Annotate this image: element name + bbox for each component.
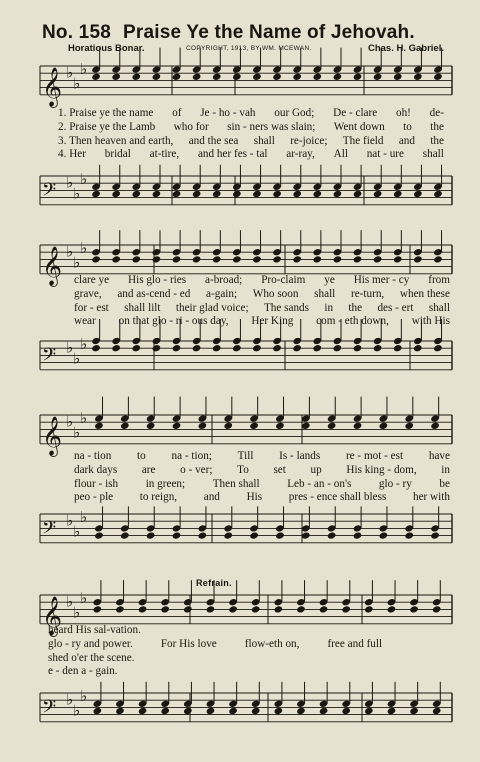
lyricist-credit: Horatious Bonar. [68,43,145,54]
notehead [319,605,329,613]
notehead [333,190,343,198]
lyric-syllable: Pro-claim [261,274,306,286]
notehead [413,190,423,198]
lyric-line [58,121,444,135]
notehead [131,190,141,198]
notehead [373,73,383,81]
lyric-line [74,302,450,316]
lyric-syllable: from [428,274,450,286]
lyric-syllable: and the sea [188,134,239,147]
lyric-syllable: with His [411,315,450,328]
copyright-notice: COPYRIGHT, 1913, BY WM. MCEWAN. [186,45,312,52]
notehead [232,73,242,81]
flat-icon: ♭ [80,409,88,427]
lyric-syllable: on that glo - ri - ous day, [118,315,229,328]
flat-icon: ♭ [73,74,81,93]
notehead [172,344,182,352]
lyric-line [74,274,450,288]
lyric-syllable: their glad voice; [175,301,249,314]
lyric-syllable: when these [399,287,450,300]
lyric-line [74,491,450,505]
lyric-syllable: are [141,463,156,476]
notehead [138,605,148,613]
flat-icon: ♭ [73,253,81,272]
flat-icon: ♭ [66,511,74,530]
lyric-syllable: a-broad; [205,274,243,286]
bass-clef-icon: 𝄢 [42,517,57,543]
notehead [152,344,162,352]
lyric-syllable: free and full [327,637,383,650]
lyric-syllable: shall [314,287,336,300]
notehead [272,190,282,198]
notehead [206,707,216,715]
lyric-syllable: shall [253,134,275,147]
treble-clef-icon: 𝄞 [42,66,63,107]
lyric-syllable: grave, [74,287,102,300]
bass-clef-icon: 𝄢 [42,179,57,205]
lyric-syllable: Je - ho - vah [200,107,256,119]
notehead [433,255,443,263]
notehead [94,531,104,539]
lyric-syllable: The field [342,134,384,147]
notehead [223,422,233,430]
notehead [413,255,423,263]
notehead [272,255,282,263]
lyric-syllable: and as-cend - ed [117,287,191,300]
notehead [327,422,337,430]
lyric-syllable: 2. Praise ye the Lamb [58,120,156,133]
lyric-line [48,624,444,638]
lyric-line [48,652,444,666]
flat-icon: ♭ [66,690,74,709]
notehead [432,707,442,715]
lyric-syllable: shall [422,148,444,161]
notehead [152,255,162,263]
notehead [152,73,162,81]
lyric-syllable: Her King [251,315,294,328]
notehead [212,73,222,81]
notehead [413,344,423,352]
notehead [353,190,363,198]
notehead [192,190,202,198]
notehead [274,707,284,715]
notehead [91,73,101,81]
lyric-syllable: 3. Then heaven and earth, [58,134,174,147]
notehead [223,531,233,539]
lyric-syllable: His glo - ries [128,274,187,286]
lyric-syllable: ye [324,274,335,286]
lyric-syllable: His mer - cy [353,274,410,286]
notehead [172,531,182,539]
notehead [192,344,202,352]
composer-credit: Chas. H. Gabriel. [367,43,444,54]
notehead [292,255,302,263]
lyric-syllable: the [430,134,444,147]
notehead [353,344,363,352]
lyric-syllable: Till [237,450,254,462]
notehead [292,344,302,352]
notehead [319,707,329,715]
notehead [379,422,389,430]
flat-icon: ♭ [73,603,81,622]
notehead [160,707,170,715]
notehead [111,73,121,81]
notehead [312,255,322,263]
flat-icon: ♭ [80,589,88,607]
lyric-syllable: and [203,491,220,504]
notehead [138,707,148,715]
notehead [387,605,397,613]
lyric-syllable: for - est [74,301,109,314]
notehead [409,707,419,715]
notehead [160,605,170,613]
notehead [232,344,242,352]
lyric-line [48,665,444,679]
lyric-syllable: her with [412,491,450,504]
notehead [393,255,403,263]
notehead [432,605,442,613]
notehead [172,255,182,263]
lyric-syllable: 1. Praise ye the name [58,107,154,119]
notehead [91,190,101,198]
notehead [192,73,202,81]
lyric-syllable: and her fes - tal [197,148,268,161]
notehead [232,190,242,198]
flat-icon: ♭ [66,242,74,261]
notehead [183,707,193,715]
lyric-line [58,107,444,121]
notehead [93,605,103,613]
flat-icon: ♭ [80,170,88,188]
notehead [212,255,222,263]
lyric-syllable: peo - ple [74,491,114,504]
notehead [94,422,104,430]
lyric-syllable: For His love [160,637,217,650]
lyric-syllable: Then shall [212,477,260,490]
notehead [393,190,403,198]
lyric-syllable: heard His sal-vation. [48,624,141,636]
notehead [131,73,141,81]
notehead [172,422,182,430]
lyric-syllable: at-tire, [149,148,180,161]
lyric-syllable: sin - ners was slain; [227,120,316,133]
lyric-syllable: na - tion; [171,450,212,462]
notehead [353,73,363,81]
notehead [275,531,285,539]
notehead [353,255,363,263]
lyric-syllable: set [273,463,286,476]
lyric-syllable: a-gain; [206,287,238,300]
notehead [252,255,262,263]
hymn-number: No. 158 [42,22,111,43]
lyric-syllable: His [246,491,263,504]
notehead [387,707,397,715]
flat-icon: ♭ [66,338,74,357]
notehead [433,344,443,352]
flat-icon: ♭ [73,349,81,368]
refrain-label: Refrain. [196,578,232,588]
notehead [252,344,262,352]
notehead [404,531,414,539]
lyric-line [74,288,450,302]
notehead [312,73,322,81]
lyric-syllable: de- [429,107,444,119]
notehead [327,531,337,539]
notehead [373,255,383,263]
lyric-syllable: flow-eth on, [244,637,300,650]
notehead [379,531,389,539]
lyric-syllable: re-turn, [350,287,385,300]
notehead [274,605,284,613]
lyric-syllable: ar-ray, [286,148,315,161]
notehead [296,605,306,613]
lyric-syllable: re-joice; [290,134,328,147]
lyric-syllable: of [172,107,182,119]
flat-icon: ♭ [73,184,81,203]
notehead [353,531,363,539]
lyric-syllable: 4. Her [58,148,86,161]
lyric-syllable: The sands [263,301,309,314]
lyric-syllable: Went down [333,120,385,133]
notehead [296,707,306,715]
treble-clef-icon: 𝄞 [42,415,63,456]
lyric-syllable: His king - dom, [346,463,417,476]
lyric-syllable: the [348,301,363,314]
notehead [252,73,262,81]
lyric-syllable: Is - lands [279,450,321,462]
notehead [212,344,222,352]
lyric-line [74,315,450,329]
notehead [228,605,238,613]
lyric-syllable: re - mot - est [345,450,404,462]
notehead [232,255,242,263]
notehead [115,605,125,613]
flat-icon: ♭ [66,173,74,192]
notehead [206,605,216,613]
lyric-syllable: shed o'er the scene. [48,651,135,664]
notehead [115,707,125,715]
notehead [172,73,182,81]
notehead [393,73,403,81]
lyric-syllable: pres - ence shall bless [288,491,387,504]
lyric-syllable: shall lilt [124,301,161,314]
notehead [120,531,130,539]
notehead [272,73,282,81]
notehead [111,344,121,352]
notehead [292,73,302,81]
notehead [333,73,343,81]
lyric-line [48,638,444,652]
notehead [364,707,374,715]
notehead [341,707,351,715]
lyric-syllable: De - clare [333,107,378,119]
lyric-syllable: in [324,301,334,314]
lyric-syllable: glo - ry [378,477,412,490]
lyric-syllable: the [430,120,444,133]
notehead [409,605,419,613]
flat-icon: ♭ [80,508,88,526]
lyric-syllable: be [439,477,450,490]
notehead [292,190,302,198]
notehead [228,707,238,715]
flat-icon: ♭ [80,60,88,78]
notehead [192,255,202,263]
notehead [146,422,156,430]
flat-icon: ♭ [66,592,74,611]
lyric-line [74,478,450,492]
notehead [111,190,121,198]
notehead [212,190,222,198]
lyric-line [74,450,450,464]
lyric-syllable: to reign, [139,491,178,504]
flat-icon: ♭ [73,522,81,541]
lyric-syllable: have [428,450,450,462]
notehead [120,422,130,430]
flat-icon: ♭ [66,63,74,82]
lyric-syllable: com - eth down, [316,315,389,328]
lyric-syllable: up [310,463,322,476]
notehead [312,344,322,352]
notehead [131,255,141,263]
lyric-syllable: clare ye [74,274,110,286]
notehead [393,344,403,352]
lyric-syllable: All [333,148,348,161]
lyric-syllable: na - tion [74,450,112,462]
notehead [198,531,208,539]
notehead [364,605,374,613]
notehead [333,255,343,263]
lyric-syllable: dark days [74,463,118,476]
notehead [341,605,351,613]
notehead [93,707,103,715]
notehead [251,605,261,613]
lyric-syllable: to [137,450,146,462]
notehead [430,531,440,539]
treble-clef-icon: 𝄞 [42,595,63,636]
notehead [275,422,285,430]
flat-icon: ♭ [80,687,88,705]
flat-icon: ♭ [73,701,81,720]
notehead [131,344,141,352]
notehead [353,422,363,430]
notehead [433,190,443,198]
lyric-syllable: and [398,134,415,147]
lyrics-block-4 [48,624,444,679]
notehead [198,422,208,430]
notehead [172,190,182,198]
lyric-syllable: in [441,463,450,476]
hymn-title: Praise Ye the Name of Jehovah. [123,22,415,43]
notehead [152,190,162,198]
notehead [111,255,121,263]
lyric-syllable: e - den a - gain. [48,665,118,678]
lyric-syllable: oh! [395,107,411,119]
notehead [183,605,193,613]
notehead [373,190,383,198]
notehead [333,344,343,352]
lyric-syllable: wear [74,315,96,328]
notehead [91,344,101,352]
treble-clef-icon: 𝄞 [42,245,63,286]
lyrics-block-3 [74,450,450,505]
lyric-line [58,135,444,149]
notehead [146,531,156,539]
bass-clef-icon: 𝄢 [42,696,57,722]
notehead [312,190,322,198]
flat-icon: ♭ [73,423,81,442]
flat-icon: ♭ [80,239,88,257]
lyric-syllable: des - ert [377,301,414,314]
flat-icon: ♭ [80,335,88,353]
lyric-syllable: who for [173,120,209,133]
notehead [249,422,259,430]
lyric-syllable: Leb - an - on's [287,477,352,490]
flat-icon: ♭ [66,412,74,431]
lyric-line [74,464,450,478]
lyrics-block-1 [58,107,444,162]
lyric-line [58,148,444,162]
lyric-syllable: our God; [274,107,315,119]
notehead [252,190,262,198]
notehead [413,73,423,81]
lyric-syllable: To [237,463,249,476]
lyric-syllable: flour - ish [74,477,119,490]
bass-clef-icon: 𝄢 [42,344,57,370]
lyric-syllable: Who soon [252,287,299,300]
lyric-syllable: bridal [104,148,131,161]
lyric-syllable: glo - ry and power. [48,637,133,650]
notehead [404,422,414,430]
notehead [430,422,440,430]
notehead [249,531,259,539]
lyric-syllable: o - ver; [180,463,213,476]
notehead [373,344,383,352]
notehead [251,707,261,715]
lyric-syllable: in green; [145,477,186,490]
notehead [272,344,282,352]
lyric-syllable: nat - ure [366,148,404,161]
lyric-syllable: shall [428,301,450,314]
lyric-syllable: to [403,120,412,133]
notehead [433,73,443,81]
notehead [91,255,101,263]
lyrics-block-2 [74,274,450,329]
